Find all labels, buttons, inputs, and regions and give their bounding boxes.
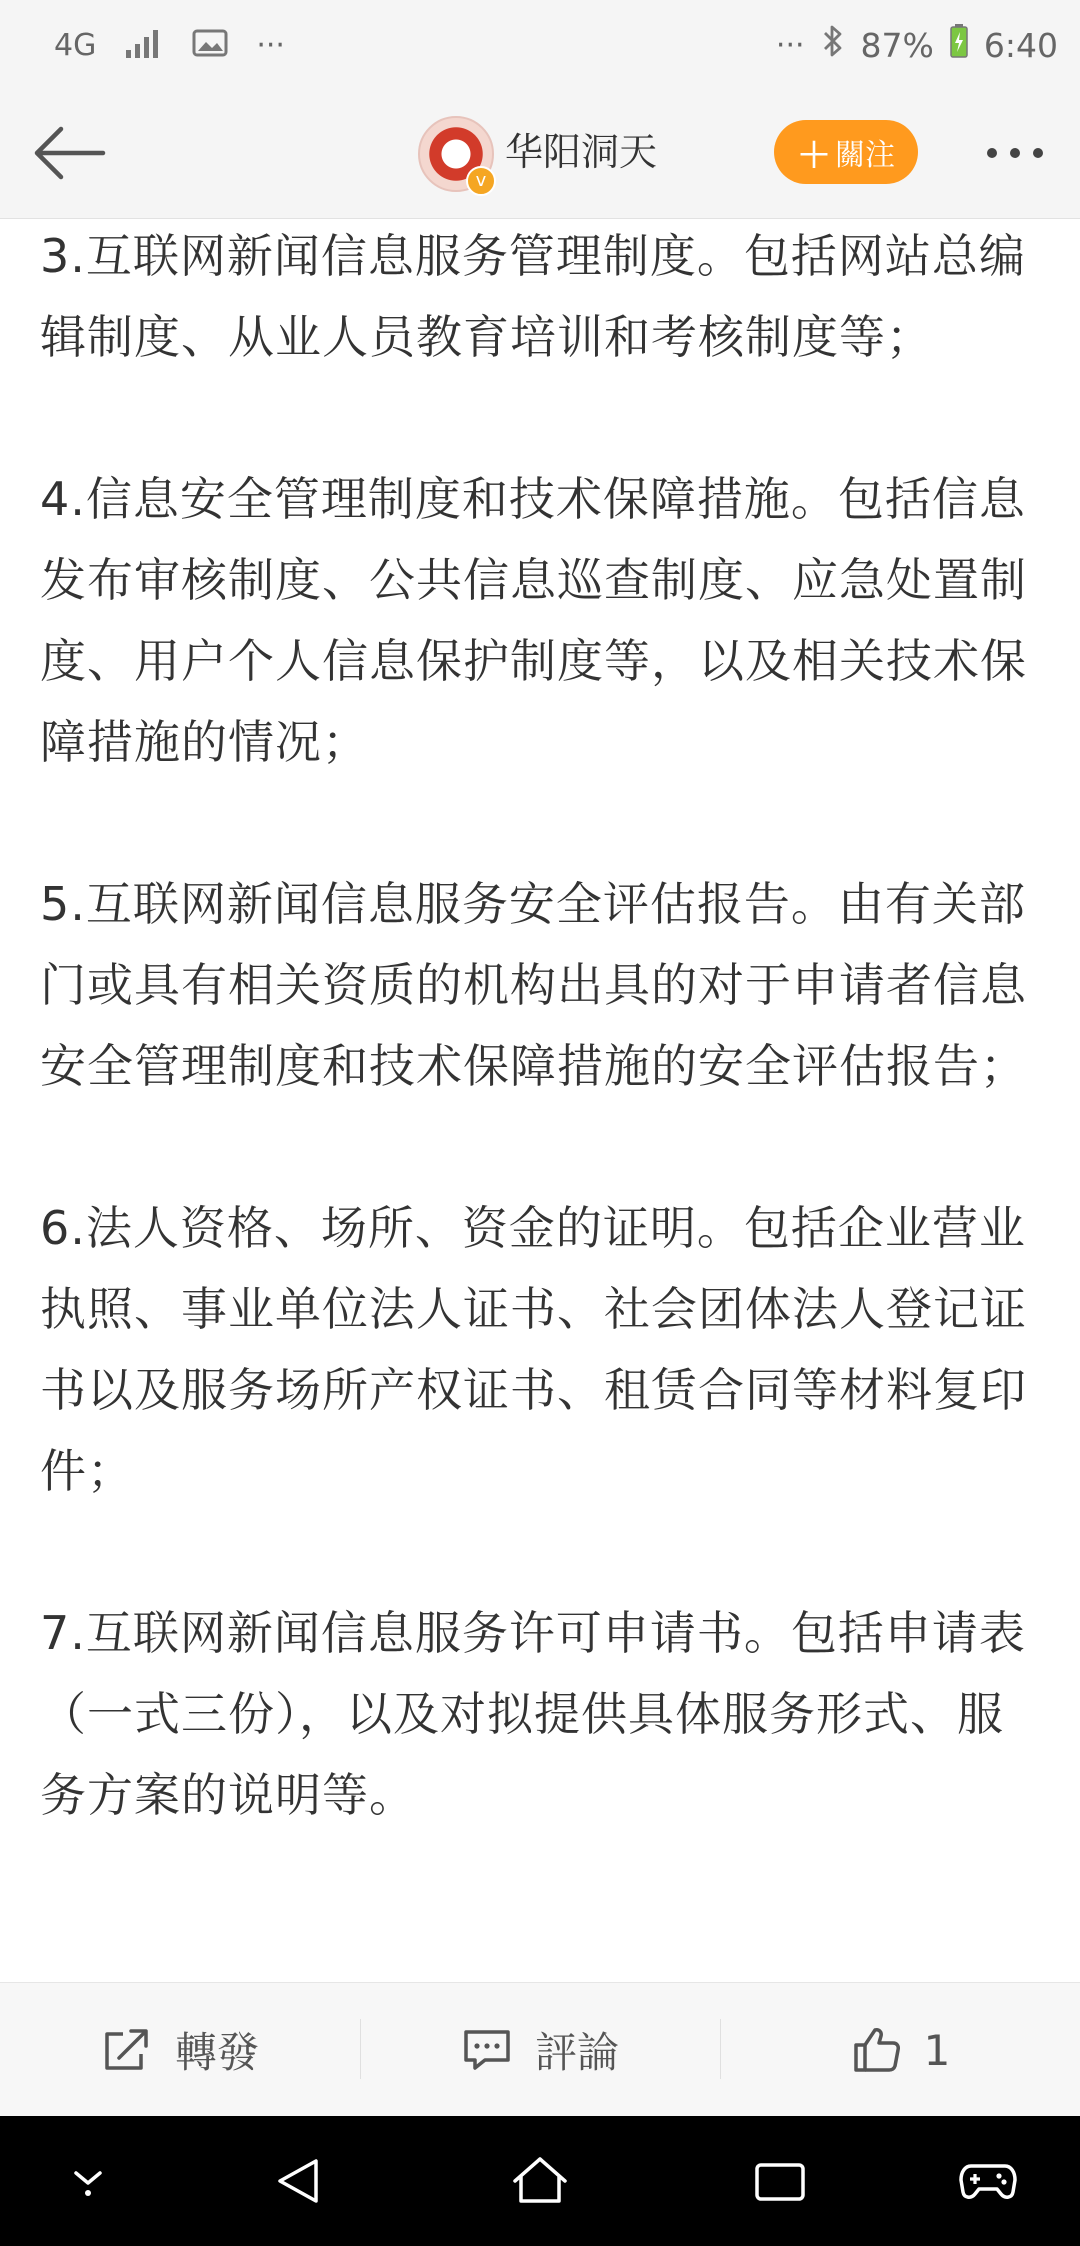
like-count: 1 (923, 2025, 951, 2075)
share-icon (101, 2026, 153, 2074)
nav-back-triangle-icon (272, 2153, 328, 2209)
more-icon-dot (1033, 148, 1043, 158)
recents-icon (751, 2155, 809, 2207)
article-paragraph: 7.互联网新闻信息服务许可申请书。包括申请表（一式三份），以及对拟提供具体服务形式、服务方案的说明等。 (40, 1606, 1026, 1822)
nav-game-button[interactable] (948, 2141, 1028, 2221)
nav-back-button[interactable] (260, 2141, 340, 2221)
battery-icon (950, 24, 968, 66)
chevron-down-icon (66, 2159, 110, 2203)
status-overflow-right: ··· (775, 27, 805, 63)
comment-icon (461, 2026, 513, 2074)
gamepad-icon (957, 2156, 1019, 2206)
network-type: 4G (54, 27, 97, 63)
more-icon-dot (987, 148, 997, 158)
article-paragraph: 4.信息安全管理制度和技术保障措施。包括信息发布审核制度、公共信息巡查制度、应急处置制度、用户个人信息保护制度等，以及相关技术保障措施的情况； (40, 472, 1027, 769)
article-paragraph: 3.互联网新闻信息服务管理制度。包括网站总编辑制度、从业人员教育培训和考核制度等； (40, 229, 1026, 364)
clock: 6:40 (983, 25, 1058, 65)
bluetooth-icon (821, 24, 845, 66)
status-overflow: ··· (256, 27, 285, 63)
signal-icon (124, 28, 164, 62)
repost-label: 轉發 (174, 2028, 259, 2077)
status-bar-left (54, 20, 285, 70)
header-bar (0, 88, 1080, 219)
article-paragraph: 6.法人资格、场所、资金的证明。包括企业营业执照、事业单位法人证书、社会团体法人登记证书以及服务场所产权证书、租赁合同等材料复印件； (40, 1201, 1027, 1498)
plus-icon: ＋ (797, 135, 831, 176)
account-name[interactable]: 华阳洞天 (505, 130, 658, 174)
repost-button[interactable] (0, 1983, 360, 2117)
status-bar (0, 0, 1080, 88)
battery-percent: 87% (860, 25, 934, 65)
nav-recents-button[interactable] (740, 2141, 820, 2221)
follow-label: 關注 (835, 138, 895, 173)
more-icon-dot (1010, 148, 1020, 158)
like-button[interactable] (720, 1983, 1080, 2117)
status-bar-right (776, 20, 1058, 70)
more-button[interactable] (970, 128, 1060, 178)
verified-badge-icon: v (466, 166, 496, 196)
follow-button[interactable] (774, 120, 918, 184)
article-body (40, 216, 1046, 1982)
gallery-icon (192, 28, 228, 62)
action-bar (0, 1982, 1080, 2117)
back-arrow-icon (31, 123, 107, 183)
back-button[interactable] (24, 110, 114, 196)
system-nav-bar (0, 2116, 1080, 2246)
article-paragraph: 5.互联网新闻信息服务安全评估报告。由有关部门或具有相关资质的机构出具的对于申请者信息安全管理制度和技术保障措施的安全评估报告； (40, 877, 1027, 1093)
thumbs-up-icon (850, 2025, 902, 2075)
home-icon (509, 2153, 571, 2209)
nav-home-button[interactable] (500, 2141, 580, 2221)
comment-label: 評論 (534, 2028, 619, 2077)
nav-hide-button[interactable] (48, 2141, 128, 2221)
comment-button[interactable] (360, 1983, 720, 2117)
